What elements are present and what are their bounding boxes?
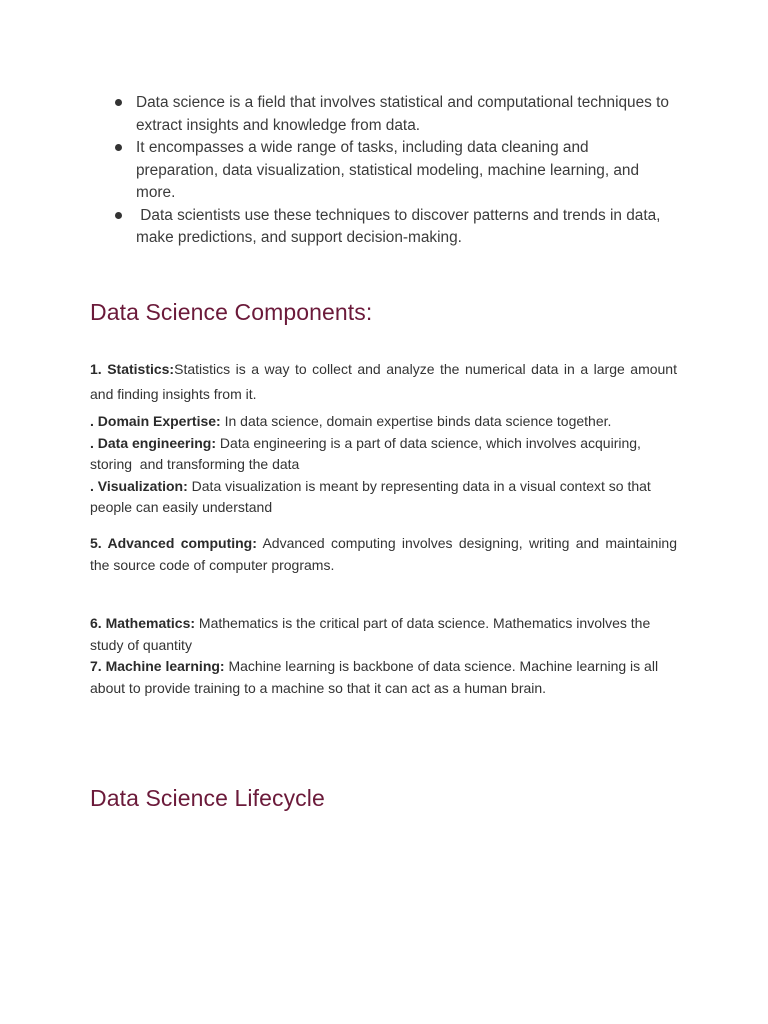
list-item <box>110 92 670 137</box>
data-engineering-line <box>90 433 677 476</box>
statistics-label: 1. Statistics: <box>90 361 175 377</box>
bullet-icon <box>115 144 122 151</box>
bullet-text: Data science is a field that involves statistical and computational techniques to extract insights and knowledge from data. <box>136 94 669 134</box>
domain-expertise-text: In data science, domain expertise binds data science together. <box>220 413 612 429</box>
statistics-paragraph <box>90 357 677 407</box>
statistics-text: Statistics is a way to collect and analyze the numerical data in a large amount and finding insights from it. <box>90 361 677 402</box>
components-paragraph-group <box>90 613 677 699</box>
bullet-text: It encompasses a wide range of tasks, including data cleaning and preparation, data visualization, statistical modeling, machine learning, and more. <box>136 139 640 201</box>
bullet-icon <box>115 212 122 219</box>
domain-expertise-line <box>90 411 677 433</box>
bullet-text: Data scientists use these techniques to discover patterns and trends in data, make predictions, and support decision-making. <box>136 206 665 246</box>
data-engineering-text: Data engineering is a part of data science, which involves acquiring, storing and transforming the data <box>90 434 645 472</box>
intro-bullet-list <box>110 92 670 250</box>
visualization-line <box>90 476 677 519</box>
visualization-text: Data visualization is meant by representing data in a visual context so that people can easily understand <box>90 477 651 515</box>
lifecycle-heading: Data Science Lifecycle <box>90 785 325 811</box>
advanced-computing-label: 5. Advanced computing: <box>90 535 257 551</box>
mathematics-label: 6. Mathematics: <box>90 615 196 631</box>
advanced-computing-paragraph <box>90 533 677 576</box>
machine-learning-line <box>90 656 677 699</box>
machine-learning-label: 7. Machine learning: <box>90 658 225 674</box>
visualization-label: . Visualization: <box>90 477 188 494</box>
mathematics-line <box>90 613 677 656</box>
bullet-icon <box>115 99 122 106</box>
domain-expertise-label: . Domain Expertise: <box>90 413 221 429</box>
components-paragraph-group <box>90 411 677 519</box>
machine-learning-text: Machine learning is backbone of data science. Machine learning is all about to provide training to a machine so that it can act as a human brain. <box>90 658 659 696</box>
advanced-computing-text: Advanced computing involves designing, writing and maintaining the source code of computer programs. <box>90 535 677 573</box>
components-heading: Data Science Components: <box>90 299 373 325</box>
mathematics-text: Mathematics is the critical part of data science. Mathematics involves the study of quantity <box>90 615 651 653</box>
data-engineering-label: . Data engineering: <box>90 434 217 451</box>
list-item <box>110 205 670 250</box>
list-item <box>110 137 670 205</box>
